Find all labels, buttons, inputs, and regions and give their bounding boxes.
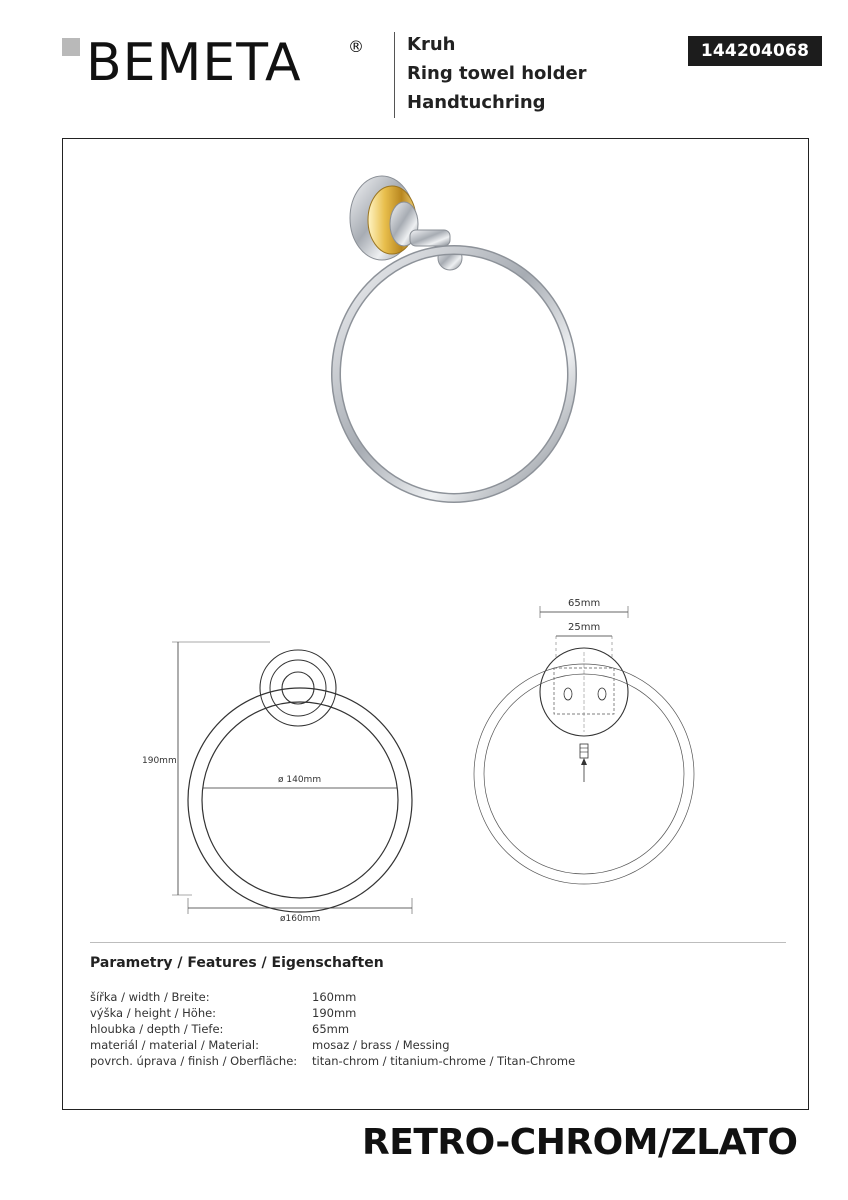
features-divider [90, 942, 786, 943]
product-photo [320, 168, 590, 508]
spec-value: titan-chrom / titanium-chrome / Titan-Chrome [312, 1054, 576, 1068]
spec-label: výška / height / Höhe: [90, 1006, 217, 1020]
features-heading: Parametry / Features / Eigenschaften [90, 955, 384, 971]
collection-title: RETRO-CHROM/ZLATO [362, 1122, 798, 1163]
spec-label: šířka / width / Breite: [90, 990, 210, 1004]
spec-row-depth [90, 1022, 790, 1038]
front-view-drawing [130, 630, 430, 930]
product-name-cz: Kruh [407, 34, 456, 55]
spec-label: povrch. úprava / finish / Oberfläche: [90, 1054, 298, 1068]
spec-row-height [90, 1006, 790, 1022]
mounting-view-drawing [470, 592, 720, 912]
spec-row-finish [90, 1054, 790, 1070]
registered-mark: ® [348, 37, 364, 56]
base-label: 25mm [568, 622, 601, 633]
product-name-de: Handtuchring [407, 92, 546, 113]
spec-value: 190mm [312, 1006, 357, 1020]
spec-row-material [90, 1038, 790, 1054]
product-name-en: Ring towel holder [407, 63, 587, 84]
spec-value: mosaz / brass / Messing [312, 1038, 450, 1052]
height-label: 190mm [142, 756, 177, 766]
spec-label: materiál / material / Material: [90, 1038, 259, 1052]
header-separator [394, 32, 395, 118]
brand-logo [86, 30, 376, 92]
product-code-badge: 144204068 [688, 36, 822, 66]
depth-label: 65mm [568, 598, 601, 609]
brand-square-icon [62, 38, 80, 56]
spec-row-width [90, 990, 790, 1006]
brand-name: BEMETA [86, 33, 302, 92]
outer-diameter-label: ø160mm [280, 914, 321, 924]
spec-value: 160mm [312, 990, 357, 1004]
inner-diameter-label: ø 140mm [278, 775, 322, 785]
spec-value: 65mm [312, 1022, 350, 1036]
spec-label: hloubka / depth / Tiefe: [90, 1022, 224, 1036]
